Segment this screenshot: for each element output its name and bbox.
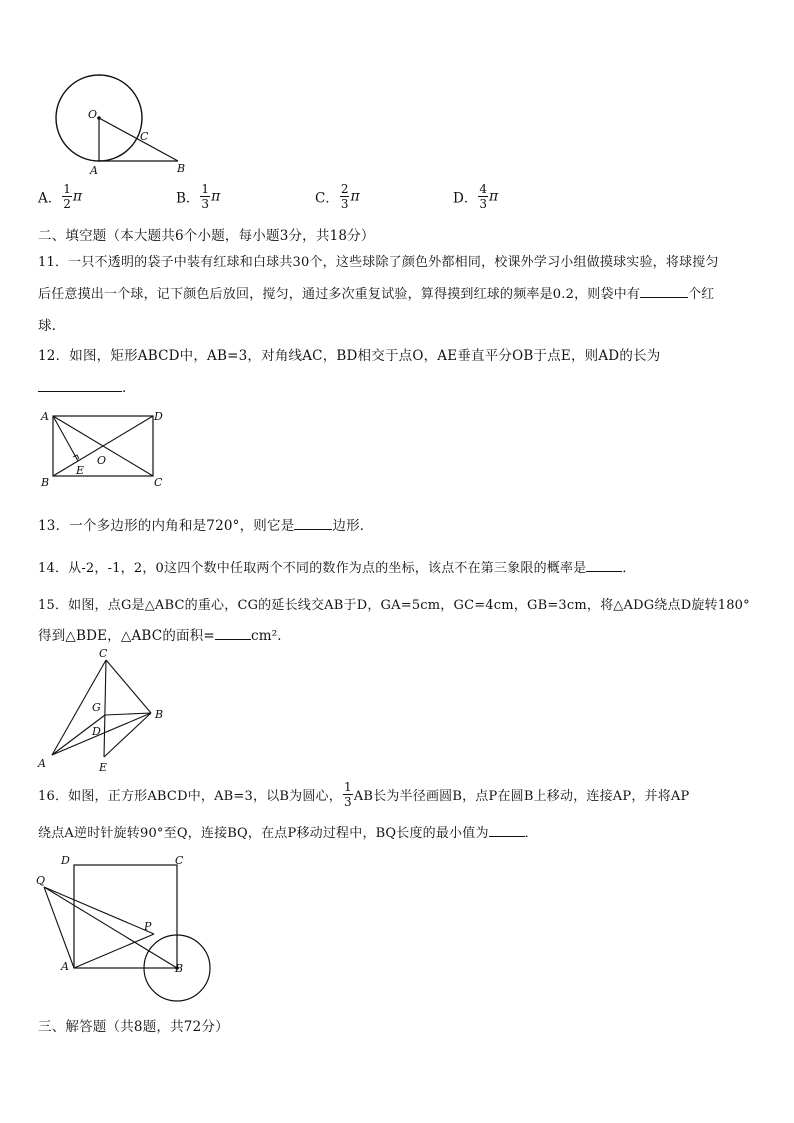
q12-blank[interactable]: [38, 379, 122, 392]
option-c: C． $\frac{2}{3}$ π: [315, 182, 360, 211]
sq-label-P: P: [144, 920, 152, 933]
q16-blank[interactable]: [489, 824, 525, 837]
rect-label-O: O: [97, 454, 107, 467]
rect-label-C: C: [154, 476, 163, 489]
sq-label-A: A: [61, 960, 69, 973]
q11-line3: 球．: [38, 318, 66, 334]
sq-label-B: B: [175, 962, 184, 975]
label-C: C: [140, 130, 149, 143]
q13-blank[interactable]: [294, 517, 332, 530]
q12-line2: ．: [38, 376, 136, 396]
label-B: B: [177, 162, 186, 175]
q16-line1: 16．如图，正方形ABCD中，AB=3，以B为圆心， $\frac{1}{3}$ AB长为半径画圆B，点P在圆B上移动，连接AP，并将AP: [38, 780, 690, 809]
option-a: A． $\frac{1}{2}$ π: [38, 182, 83, 211]
q13: 13．一个多边形的内角和是720°，则它是 边形．: [38, 518, 374, 534]
q11-line1: 11．一只不透明的袋子中装有红球和白球共30个，这些球除了颜色外都相同，校课外学习小组做摸球实验，将球搅匀: [38, 255, 719, 270]
rect-label-A: A: [41, 410, 49, 423]
rect-label-D: D: [154, 410, 163, 423]
q15-blank[interactable]: [215, 627, 251, 640]
option-d: D． $\frac{4}{3}$ π: [453, 182, 499, 211]
q16-line2: 绕点A逆时针旋转90°至Q，连接BQ，在点P移动过程中，BQ长度的最小值为 ．: [38, 826, 538, 841]
sq-label-C: C: [175, 854, 184, 867]
rect-label-B: B: [41, 476, 50, 489]
tri-label-D: D: [92, 725, 101, 738]
q14-blank[interactable]: [586, 559, 622, 572]
tri-label-A: A: [38, 757, 46, 770]
section-3-title: 三、解答题（共8题，共72分）: [38, 1019, 229, 1035]
rect-label-E: E: [76, 464, 85, 477]
triangle-centroid-figure: [36, 645, 176, 775]
tri-label-C: C: [99, 647, 108, 660]
sq-label-Q: Q: [36, 874, 46, 887]
label-O: O: [88, 108, 98, 121]
q15-line1: 15．如图，点G是△ABC的重心，CG的延长线交AB于D，GA=5cm，GC=4cm，GB=3cm，将△ADG绕点D旋转180°: [38, 598, 750, 613]
label-A: A: [90, 164, 98, 177]
q14: 14．从-2，-1，2，0这四个数中任取两个不同的数作为点的坐标，该点不在第三象限的概率是 ．: [38, 561, 636, 576]
q11-blank[interactable]: [640, 285, 688, 298]
rectangle-figure: [38, 406, 178, 490]
option-b: B． $\frac{1}{3}$ π: [176, 182, 221, 211]
square-circle-figure: [34, 850, 219, 1005]
tri-label-B: B: [155, 708, 164, 721]
tri-label-G: G: [92, 701, 101, 714]
q12-line1: 12．如图，矩形ABCD中，AB=3，对角线AC，BD相交于点O，AE垂直平分OB于点E，则AD的长为: [38, 348, 661, 364]
tri-label-E: E: [99, 761, 108, 774]
sq-label-D: D: [61, 854, 70, 867]
q11-line2: 后任意摸出一个球，记下颜色后放回，搅匀，通过多次重复试验，算得摸到红球的频率是0.2，则袋中有 个红: [38, 287, 715, 302]
circle-tangent-figure: [48, 72, 198, 182]
section-2-title: 二、填空题（本大题共6个小题，每小题3分，共18分）: [38, 228, 375, 244]
q15-line2: 得到△BDE，△ABC的面积= cm²．: [38, 628, 292, 644]
